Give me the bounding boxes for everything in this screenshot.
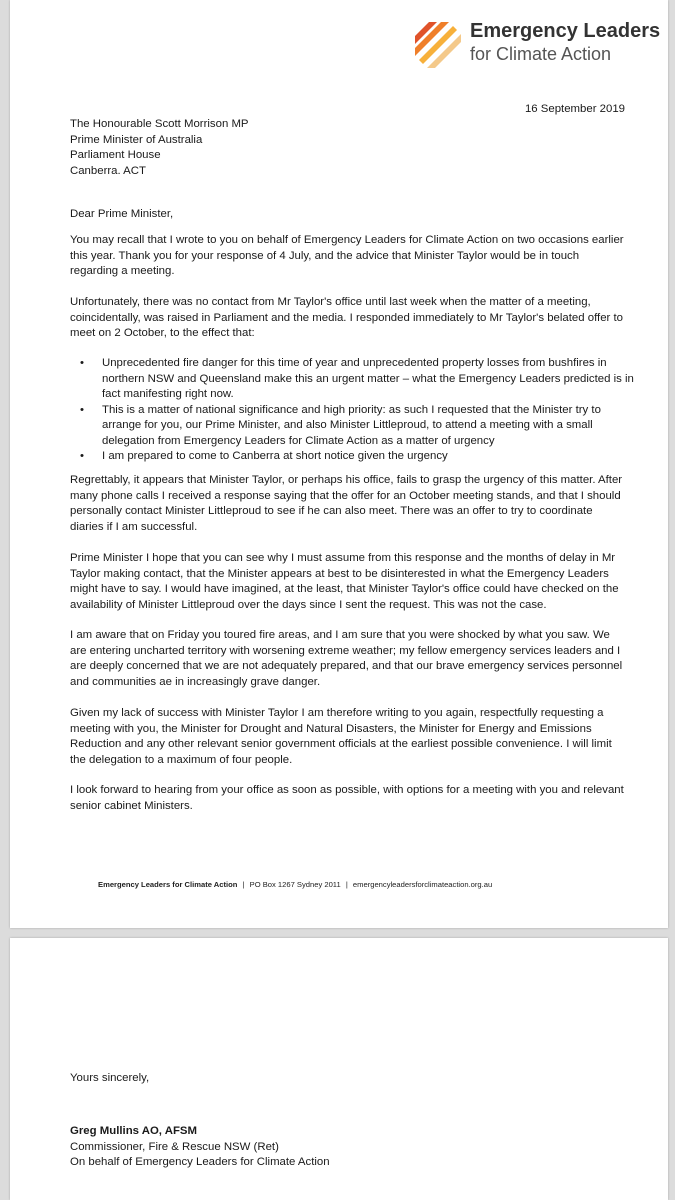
logo-subtitle: for Climate Action [470,44,612,64]
letter-date: 16 September 2019 [524,103,625,115]
signatory-name: Greg Mullins AO, AFSM [70,1125,197,1137]
recipient-address [70,117,249,179]
organization-logo [415,20,665,70]
salutation: Dear Prime Minister, [70,208,174,220]
bullet-item: • I am prepared to come to Canberra at short notice given the urgency [70,449,640,465]
logo-title: Emergency Leaders [470,20,661,42]
paragraph: Prime Minister I hope that you can see why I must assume from this response and the months of delay in Mr Taylor making contact, that the Minister appears at best to be disinterested in what the Emergency Leaders might have to say. I would have imagined, at the least, that Minister Taylor's office could have checked on the availability of Minister Littleproud over the days since I sent the request. This was not the case. [70,552,619,611]
closing: Yours sincerely, [70,1072,150,1084]
footer-address: PO Box 1267 Sydney 2011 [249,880,341,889]
paragraph: I look forward to hearing from your office as soon as possible, with options for a meeting with you and relevant senior cabinet Ministers. [70,784,624,812]
letter-page-1 [10,0,668,928]
signatory-behalf: On behalf of Emergency Leaders for Climate Action [70,1156,330,1168]
paragraph: I am aware that on Friday you toured fire areas, and I am sure that you were shocked by what you saw. We are entering uncharted territory with worsening extreme weather; my fellow emergency services leaders and I are deeply concerned that we are not adequately prepared, and that our brave emergency services personnel and communities ae in increasingly grave danger. [70,629,623,688]
recipient-line: The Honourable Scott Morrison MP [70,118,249,130]
footer-separator: | [345,880,348,889]
paragraph: Regrettably, it appears that Minister Taylor, or perhaps his office, fails to grasp the urgency of this matter. After many phone calls I received a response saying that the offer for an October meeting stands, and that I should personally contact Minister Littleproud to see if he can also meet. There was an offer to try to coordinate diaries if I am successful. [70,474,623,533]
letter-page-2 [10,938,668,1200]
bullet-item: • Unprecedented fire danger for this time of year and unprecedented property losses from bushfires in northern NSW and Queensland make this an urgent matter – what the Emergency Leaders predicted is in fact manifesting right now. [70,356,640,403]
letter-footer [98,880,492,889]
footer-separator: | [242,880,245,889]
paragraph: Given my lack of success with Minister Taylor I am therefore writing to you again, respectfully requesting a meeting with you, the Minister for Drought and Natural Disasters, the Minister for Energy and Emissions Reduction and any other relevant senior government officials at the earliest possible convenience. I will limit the delegation to a maximum of four people. [70,707,612,766]
footer-website: emergencyleadersforclimateaction.org.au [352,880,493,889]
footer-org: Emergency Leaders for Climate Action [98,880,238,889]
signature-block [70,1124,330,1171]
logo-stripes-icon [415,22,461,68]
recipient-line: Prime Minister of Australia [70,133,203,146]
bullet-list [70,356,640,465]
recipient-line: Canberra. ACT [70,164,146,177]
recipient-line: Parliament House [70,149,161,161]
paragraph: Unfortunately, there was no contact from Mr Taylor's office until last week when the matter of a meeting, coincidentally, was raised in Parliament and the media. I responded immediately to Mr Taylor's belated offer to meet on 2 October, to the effect that: [70,296,624,339]
signatory-title: Commissioner, Fire & Rescue NSW (Ret) [70,1140,279,1153]
bullet-item: • This is a matter of national significance and high priority: as such I requested that the Minister try to arrange for you, our Prime Minister, and also Minister Littleproud, to attend a meeting with a small delegation from Emergency Leaders for Climate Action as a matter of urgency [70,403,640,450]
paragraph: You may recall that I wrote to you on behalf of Emergency Leaders for Climate Action on two occasions earlier this year. Thank you for your response of 4 July, and the advice that Minister Taylor would be in touch regarding a meeting. [70,234,624,277]
